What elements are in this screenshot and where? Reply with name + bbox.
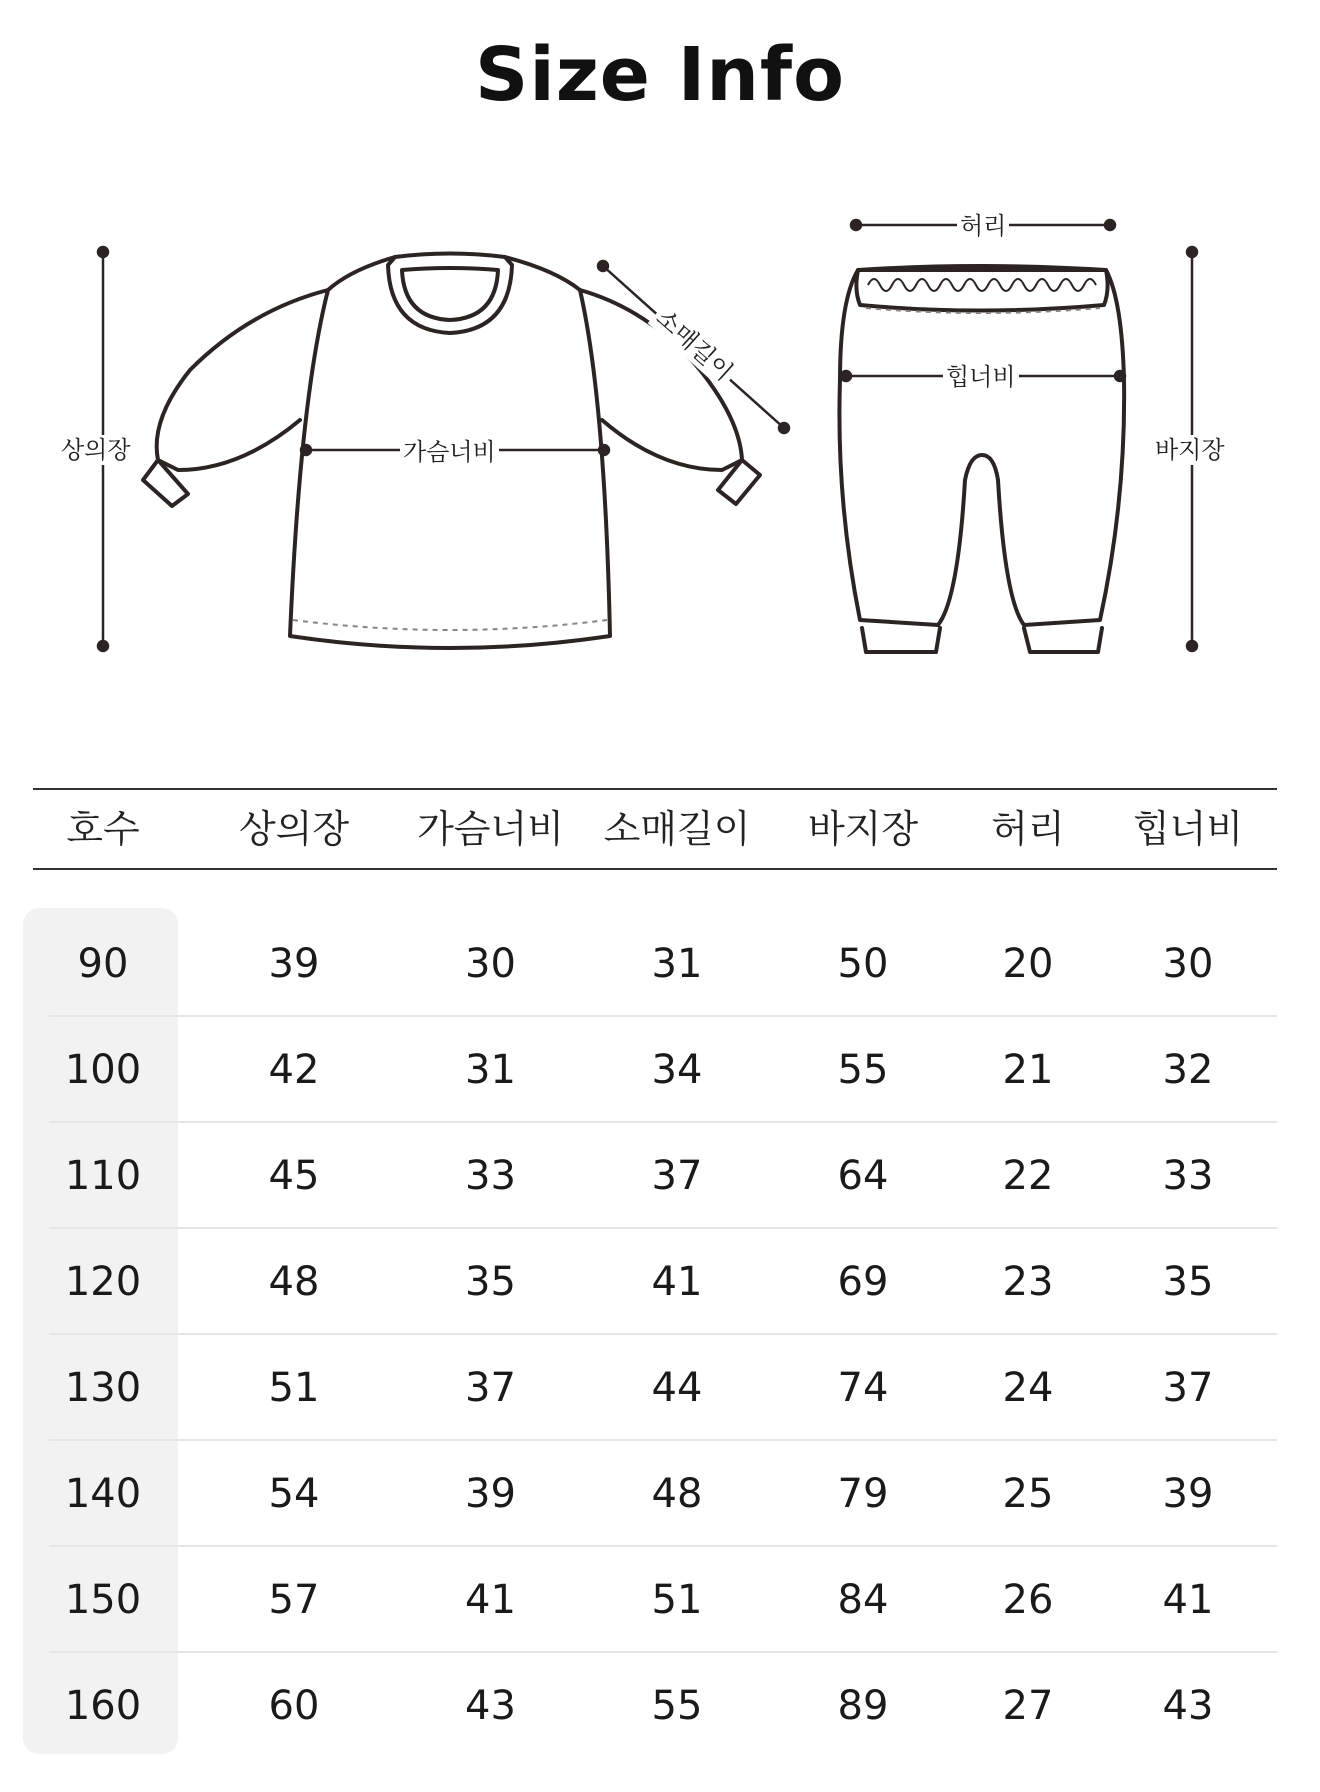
cell-top-length: 42 [268, 1047, 320, 1093]
cell-size: 140 [64, 1471, 142, 1517]
cell-waist: 24 [1002, 1365, 1054, 1411]
table-header-row [33, 788, 1277, 870]
cell-size: 90 [77, 941, 129, 987]
cell-pants-length: 74 [837, 1365, 889, 1411]
header-hip-width: 힙너비 [1132, 807, 1244, 851]
cell-pants-length: 89 [837, 1683, 889, 1729]
table-row [49, 1441, 1277, 1547]
cell-top-length: 60 [268, 1683, 320, 1729]
header-sleeve-length: 소매길이 [603, 807, 751, 851]
cell-chest-width: 30 [465, 941, 516, 987]
cell-waist: 21 [1002, 1047, 1054, 1093]
table-row [49, 911, 1277, 1017]
label-chest-width: 가슴너비 [400, 437, 499, 467]
cell-hip-width: 35 [1162, 1259, 1214, 1305]
cell-top-length: 54 [268, 1471, 320, 1517]
cell-hip-width: 30 [1162, 941, 1214, 987]
cell-waist: 20 [1002, 941, 1054, 987]
cell-sleeve-length: 51 [651, 1577, 703, 1623]
cell-top-length: 57 [268, 1577, 320, 1623]
cell-pants-length: 64 [837, 1153, 889, 1199]
cell-hip-width: 32 [1162, 1047, 1214, 1093]
cell-pants-length: 84 [837, 1577, 889, 1623]
cell-size: 100 [64, 1047, 142, 1093]
cell-pants-length: 79 [837, 1471, 889, 1517]
cell-hip-width: 39 [1162, 1471, 1214, 1517]
cell-waist: 25 [1002, 1471, 1054, 1517]
label-hip-width: 힙너비 [943, 362, 1019, 392]
cell-sleeve-length: 31 [651, 941, 703, 987]
table-row [49, 1335, 1277, 1441]
header-top-length: 상의장 [238, 807, 350, 851]
table-row [49, 1653, 1277, 1759]
pants-left-cuff [862, 628, 940, 652]
pants-right-cuff [1024, 628, 1102, 652]
table-row [49, 1123, 1277, 1229]
cell-pants-length: 50 [837, 941, 889, 987]
cell-chest-width: 37 [465, 1365, 516, 1411]
cell-top-length: 45 [268, 1153, 320, 1199]
table-row [49, 1229, 1277, 1335]
cell-top-length: 51 [268, 1365, 320, 1411]
cell-sleeve-length: 44 [651, 1365, 703, 1411]
cell-waist: 23 [1002, 1259, 1054, 1305]
cell-chest-width: 39 [465, 1471, 516, 1517]
page-title: Size Info [475, 32, 845, 118]
header-chest-width: 가슴너비 [417, 807, 564, 851]
pants-outline [839, 270, 1124, 625]
cell-hip-width: 41 [1162, 1577, 1214, 1623]
cell-size: 160 [64, 1683, 142, 1729]
cell-sleeve-length: 55 [651, 1683, 703, 1729]
cell-sleeve-length: 37 [651, 1153, 703, 1199]
cell-chest-width: 41 [465, 1577, 516, 1623]
label-pants-length: 바지장 [1152, 435, 1228, 465]
cell-pants-length: 55 [837, 1047, 889, 1093]
label-sleeve-length: 소매길이 [648, 301, 741, 389]
cell-chest-width: 43 [465, 1683, 516, 1729]
cell-size: 120 [64, 1259, 142, 1305]
cell-top-length: 39 [268, 941, 320, 987]
cell-chest-width: 35 [465, 1259, 516, 1305]
cell-hip-width: 37 [1162, 1365, 1214, 1411]
garment-illustration [0, 0, 1320, 720]
size-diagram [0, 0, 1320, 720]
cell-waist: 26 [1002, 1577, 1054, 1623]
header-pants-length: 바지장 [807, 807, 919, 851]
cell-sleeve-length: 41 [651, 1259, 703, 1305]
top-right-cuff [718, 460, 760, 504]
cell-waist: 27 [1002, 1683, 1054, 1729]
cell-chest-width: 31 [465, 1047, 516, 1093]
top-left-cuff [143, 460, 188, 506]
top-collar-inner [402, 268, 498, 320]
cell-size: 110 [64, 1153, 142, 1199]
cell-hip-width: 33 [1162, 1153, 1214, 1199]
pants-waistband [856, 266, 1107, 311]
cell-chest-width: 33 [465, 1153, 516, 1199]
cell-waist: 22 [1002, 1153, 1054, 1199]
cell-sleeve-length: 48 [651, 1471, 703, 1517]
cell-hip-width: 43 [1162, 1683, 1214, 1729]
cell-size: 150 [64, 1577, 142, 1623]
table-row [49, 1017, 1277, 1123]
label-waist: 허리 [957, 211, 1009, 241]
cell-pants-length: 69 [837, 1259, 889, 1305]
header-waist: 허리 [991, 807, 1065, 851]
cell-sleeve-length: 34 [651, 1047, 703, 1093]
header-size: 호수 [66, 807, 140, 851]
table-row [49, 1547, 1277, 1653]
cell-size: 130 [64, 1365, 142, 1411]
label-top-length: 상의장 [58, 435, 134, 465]
cell-top-length: 48 [268, 1259, 320, 1305]
